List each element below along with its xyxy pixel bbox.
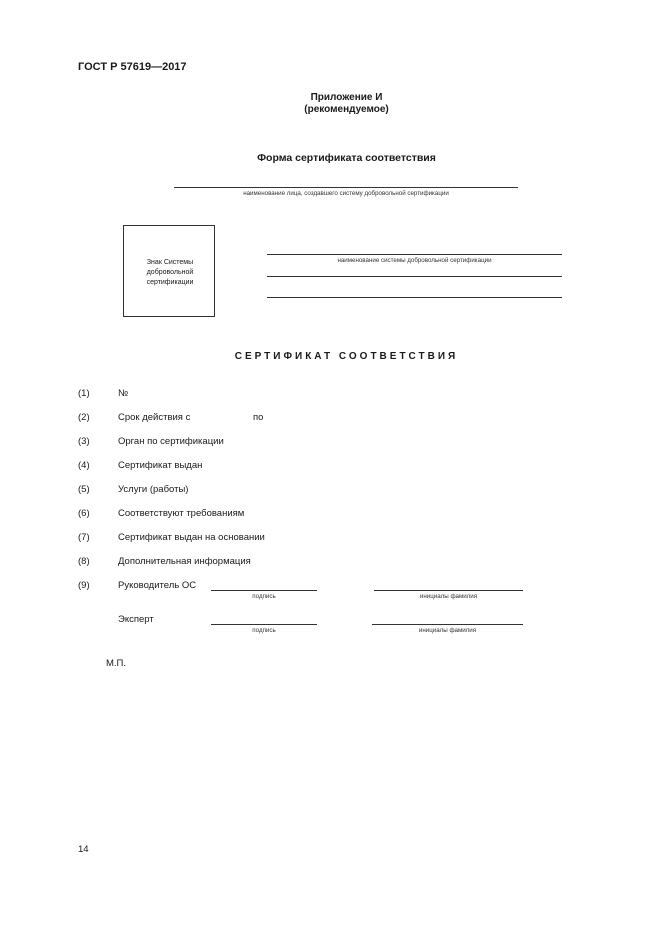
- head-signature-line: [211, 590, 317, 591]
- system-name-caption: наименование системы добровольной сертификации: [337, 257, 492, 264]
- head-name-caption: инициалы фамилия: [419, 593, 478, 600]
- document-id: ГОСТ Р 57619—2017: [78, 61, 187, 73]
- item-label: Дополнительная информация: [118, 556, 251, 567]
- logo-box-line: добровольной: [146, 269, 194, 276]
- item-label: Сертификат выдан: [118, 460, 203, 471]
- item-number: (2): [78, 412, 90, 423]
- item-label: Срок действия с: [118, 412, 191, 423]
- expert-signature-caption: подпись: [252, 627, 276, 634]
- item-label: Орган по сертификации: [118, 436, 224, 447]
- item-number: (8): [78, 556, 90, 567]
- item-label: №: [118, 388, 129, 399]
- expert-signature-line: [211, 624, 317, 625]
- item-number: (6): [78, 508, 90, 519]
- stamp-label: М.П.: [106, 658, 127, 669]
- item-number: (5): [78, 484, 90, 495]
- head-name-line: [374, 590, 523, 591]
- head-of-body-label: Руководитель ОС: [118, 580, 197, 591]
- item-number: (3): [78, 436, 90, 447]
- item-number: (1): [78, 388, 90, 399]
- item-label: Соответствуют требованиям: [118, 508, 245, 519]
- annex-subtitle: (рекомендуемое): [304, 104, 389, 115]
- item-number: (4): [78, 460, 90, 471]
- annex-title: Приложение И: [310, 92, 383, 103]
- logo-box-line: сертификации: [146, 279, 194, 286]
- item-label-to: по: [253, 412, 264, 423]
- form-title: Форма сертификата соответствия: [257, 152, 436, 164]
- expert-label: Эксперт: [118, 614, 154, 625]
- org-name-caption: наименование лица, создавшего систему добровольной сертификации: [243, 190, 449, 197]
- logo-box-text: [124, 258, 216, 288]
- logo-box-line: Знак Системы: [146, 259, 194, 266]
- expert-name-line: [372, 624, 523, 625]
- certificate-heading: СЕРТИФИКАТ СООТВЕТСТВИЯ: [234, 351, 459, 362]
- item-number: (9): [78, 580, 90, 591]
- logo-box: [123, 225, 215, 317]
- expert-name-caption: инициалы фамилия: [418, 627, 477, 634]
- item-label: Сертификат выдан на основании: [118, 532, 265, 543]
- system-name-line-2: [267, 276, 562, 277]
- item-label: Услуги (работы): [118, 484, 189, 495]
- org-name-line: [174, 187, 518, 188]
- head-signature-caption: подпись: [252, 593, 276, 600]
- item-number: (7): [78, 532, 90, 543]
- system-name-line: [267, 254, 562, 255]
- page-number: 14: [78, 844, 89, 855]
- system-name-line-3: [267, 297, 562, 298]
